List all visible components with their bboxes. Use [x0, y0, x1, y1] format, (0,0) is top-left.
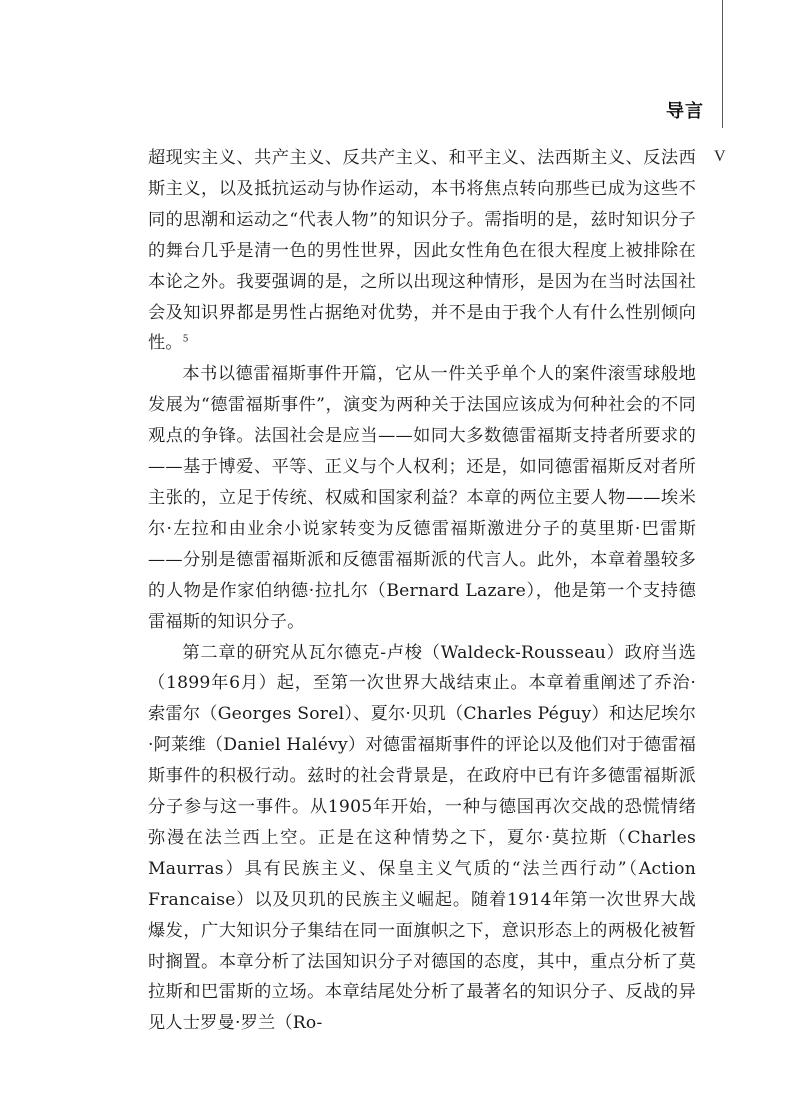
paragraph-1	[148, 143, 696, 359]
paragraph-2: 本书以德雷福斯事件开篇，它从一件关乎单个人的案件滚雪球般地发展为“德雷福斯事件”，演变为两种关于法国应该成为何种社会的不同观点的争锋。法国社会是应当——如同大多数德雷福斯支持者所要求的——基于博爱、平等、正义与个人权利；还是，如同德雷福斯反对者所主张的，立足于传统、权威和国家利益？本章的两位主要人物——埃米尔·左拉和由业余小说家转变为反德雷福斯激进分子的莫里斯·巴雷斯——分别是德雷福斯派和反德雷福斯派的代言人。此外，本章着墨较多的人物是作家伯纳德·拉扎尔（Bernard Lazare），他是第一个支持德雷福斯的知识分子。	[148, 364, 696, 632]
footnote-ref[interactable]: 5	[182, 334, 189, 345]
body-text	[148, 143, 696, 1039]
running-title: 导言	[666, 101, 704, 122]
paragraph-3: 第二章的研究从瓦尔德克-卢梭（Waldeck-Rousseau）政府当选（1899年6月）起，至第一次世界大战结束止。本章着重阐述了乔治·索雷尔（Georges Sorel）、夏尔·贝玑（Charles Péguy）和达尼埃尔·阿莱维（Daniel Halévy）对德雷福斯事件的评论以及他们对于德雷福斯事件的积极行动。兹时的社会背景是，在政府中已有许多德雷福斯派分子参与这一事件。从1905年开始，一种与德国再次交战的恐慌情绪弥漫在法兰西上空。正是在这种情势之下，夏尔·莫拉斯（Charles Maurras）具有民族主义、保皇主义气质的“法兰西行动”（Action Francaise）以及贝玑的民族主义崛起。随着1914年第一次世界大战爆发，广大知识分子集结在同一面旗帜之下，意识形态上的两极化被暂时搁置。本章分析了法国知识分子对德国的态度，其中，重点分析了莫拉斯和巴雷斯的立场。本章结尾处分析了最著名的知识分子、反战的异见人士罗曼·罗兰（Ro-	[148, 642, 696, 1034]
page-edge-rule	[722, 0, 723, 128]
paragraph-1-text: 超现实主义、共产主义、反共产主义、和平主义、法西斯主义、反法西斯主义，以及抵抗运动与协作运动，本书将焦点转向那些已成为这些不同的思潮和运动之“代表人物”的知识分子。需指明的是，兹时知识分子的舞台几乎是清一色的男性世界，因此女性角色在很大程度上被排除在本论之外。我要强调的是，之所以出现这种情形，是因为在当时法国社会及知识界都是男性占据绝对优势，并不是由于我个人有什么性别倾向性。	[148, 148, 696, 354]
page-number: V	[714, 148, 726, 165]
